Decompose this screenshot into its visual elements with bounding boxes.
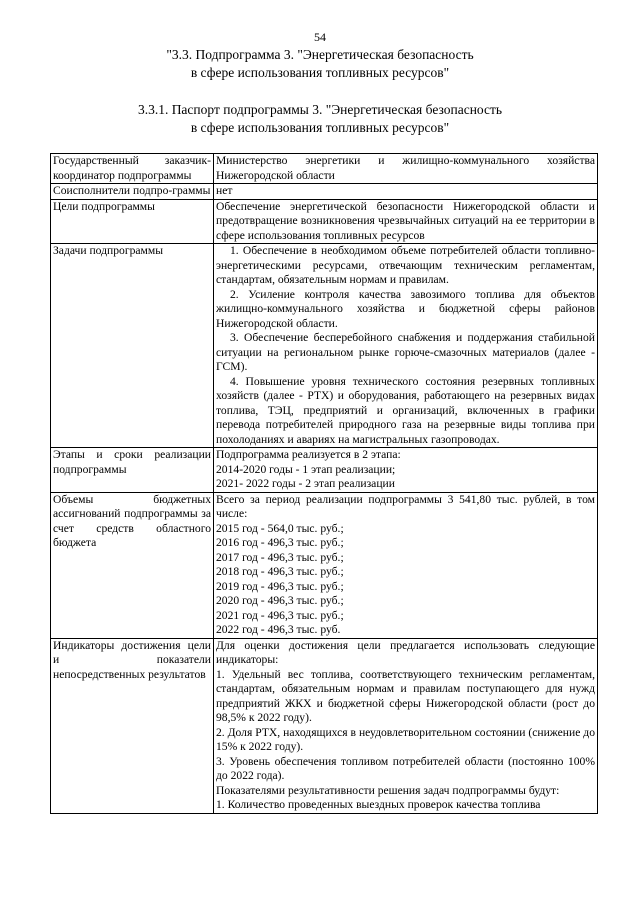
passport-table [50,153,598,814]
indicator-item: 3. Уровень обеспечения топливом потребителей области (постоянно 100% до 2022 года). [216,754,595,782]
row-value-indicators [214,638,598,813]
section-title-line: в сфере использования топливных ресурсов" [190,65,450,80]
stage-line: Подпрограмма реализуется в 2 этапа: [216,448,401,461]
task-item: 1. Обеспечение в необходимом объеме потребителей области топливно-энергетическими ресурсами, отвечающим техническим регламентам, стандартам, обязательным нормам и правилам. [216,244,595,286]
task-item: 4. Повышение уровня технического состояния резервных топливных хозяйств (далее - РТХ) и оборудования, работающего на резервных видах топлива, ТЭЦ, предприятий и организаций, включенных в графики перевода потребителей природного газа на резервные виды топлива при похолоданиях и авариях на магистральных газопроводах. [216,374,595,446]
row-value-stages [214,448,598,493]
budget-year: 2021 год - 496,3 тыс. руб.; [216,608,344,622]
section-title-line: "3.3. Подпрограмма 3. "Энергетическая безопасность [166,47,474,62]
row-label-goals: Цели подпрограммы [51,199,214,244]
indicator-item: 2. Доля РТХ, находящихся в неудовлетворительном состоянии (снижение до 15% к 2022 году). [216,725,595,753]
row-value-tasks [214,244,598,448]
budget-year: 2020 год - 496,3 тыс. руб.; [216,594,344,607]
row-value-customer: Министерство энергетики и жилищно-коммунального хозяйства Нижегородской области [214,154,598,184]
indicator-item: Для оценки достижения цели предлагается использовать следующие индикаторы: [216,638,595,666]
row-label-indicators: Индикаторы достижения цели и показатели непосредственных результатов [51,638,214,813]
table-row [51,199,598,244]
table-row [51,154,598,184]
indicator-item: 1. Удельный вес топлива, соответствующего техническим регламентам, стандартам, обязательным нормам и правилам поступающего для нужд предприятий ЖКХ и бюджетной сферы Нижегородской области (рост до 98,5% к 2022 году). [216,667,595,724]
budget-year: 2019 год - 496,3 тыс. руб.; [216,579,344,593]
table-row [51,244,598,448]
table-row [51,184,598,200]
budget-year: 2017 год - 496,3 тыс. руб.; [216,550,344,564]
indicator-item: 1. Количество проведенных выездных проверок качества топлива [216,798,541,811]
row-label-coexecutors: Соисполнители подпро-граммы [51,184,214,200]
budget-year: 2018 год - 496,3 тыс. руб.; [216,565,344,578]
table-row [51,638,598,813]
row-label-budget: Объемы бюджетных ассигнований подпрограммы за счет средств областного бюджета [51,492,214,638]
table-row [51,448,598,493]
budget-year: 2016 год - 496,3 тыс. руб.; [216,536,344,549]
table-row [51,492,598,638]
budget-year: 2022 год - 496,3 тыс. руб. [216,623,341,636]
task-item: 3. Обеспечение бесперебойного снабжения и поддержания стабильной ситуации на региональном рынке горюче-смазочных материалов (далее - ГСМ). [216,331,595,373]
row-value-coexecutors: нет [214,184,598,200]
indicator-item: Показателями результативности решения задач подпрограммы будут: [216,783,560,797]
task-item: 2. Усиление контроля качества завозимого топлива для объектов жилищно-коммунального хозяйства и бюджетной сферы районов Нижегородской области. [216,287,595,330]
budget-total: Всего за период реализации подпрограммы 3 541,80 тыс. рублей, в том числе: [216,492,595,520]
passport-title-line: 3.3.1. Паспорт подпрограммы 3. "Энергетическая безопасность [137,102,503,117]
passport-title [0,101,640,137]
row-label-tasks: Задачи подпрограммы [51,244,214,448]
row-value-goals: Обеспечение энергетической безопасности Нижегородской области и предотвращение возникновения чрезвычайных ситуаций на ее территории в сфере использования топливных ресурсов [214,199,598,244]
page-number: 54 [314,30,326,44]
row-label-stages: Этапы и сроки реализации подпрограммы [51,448,214,493]
stage-line: 2021- 2022 годы - 2 этап реализации [216,477,395,490]
row-value-budget [214,492,598,638]
row-label-customer: Государственный заказчик-координатор подпрограммы [51,154,214,184]
passport-title-line: в сфере использования топливных ресурсов" [190,120,450,135]
budget-year: 2015 год - 564,0 тыс. руб.; [216,521,344,535]
stage-line: 2014-2020 годы - 1 этап реализации; [216,462,396,476]
section-title [0,46,640,82]
